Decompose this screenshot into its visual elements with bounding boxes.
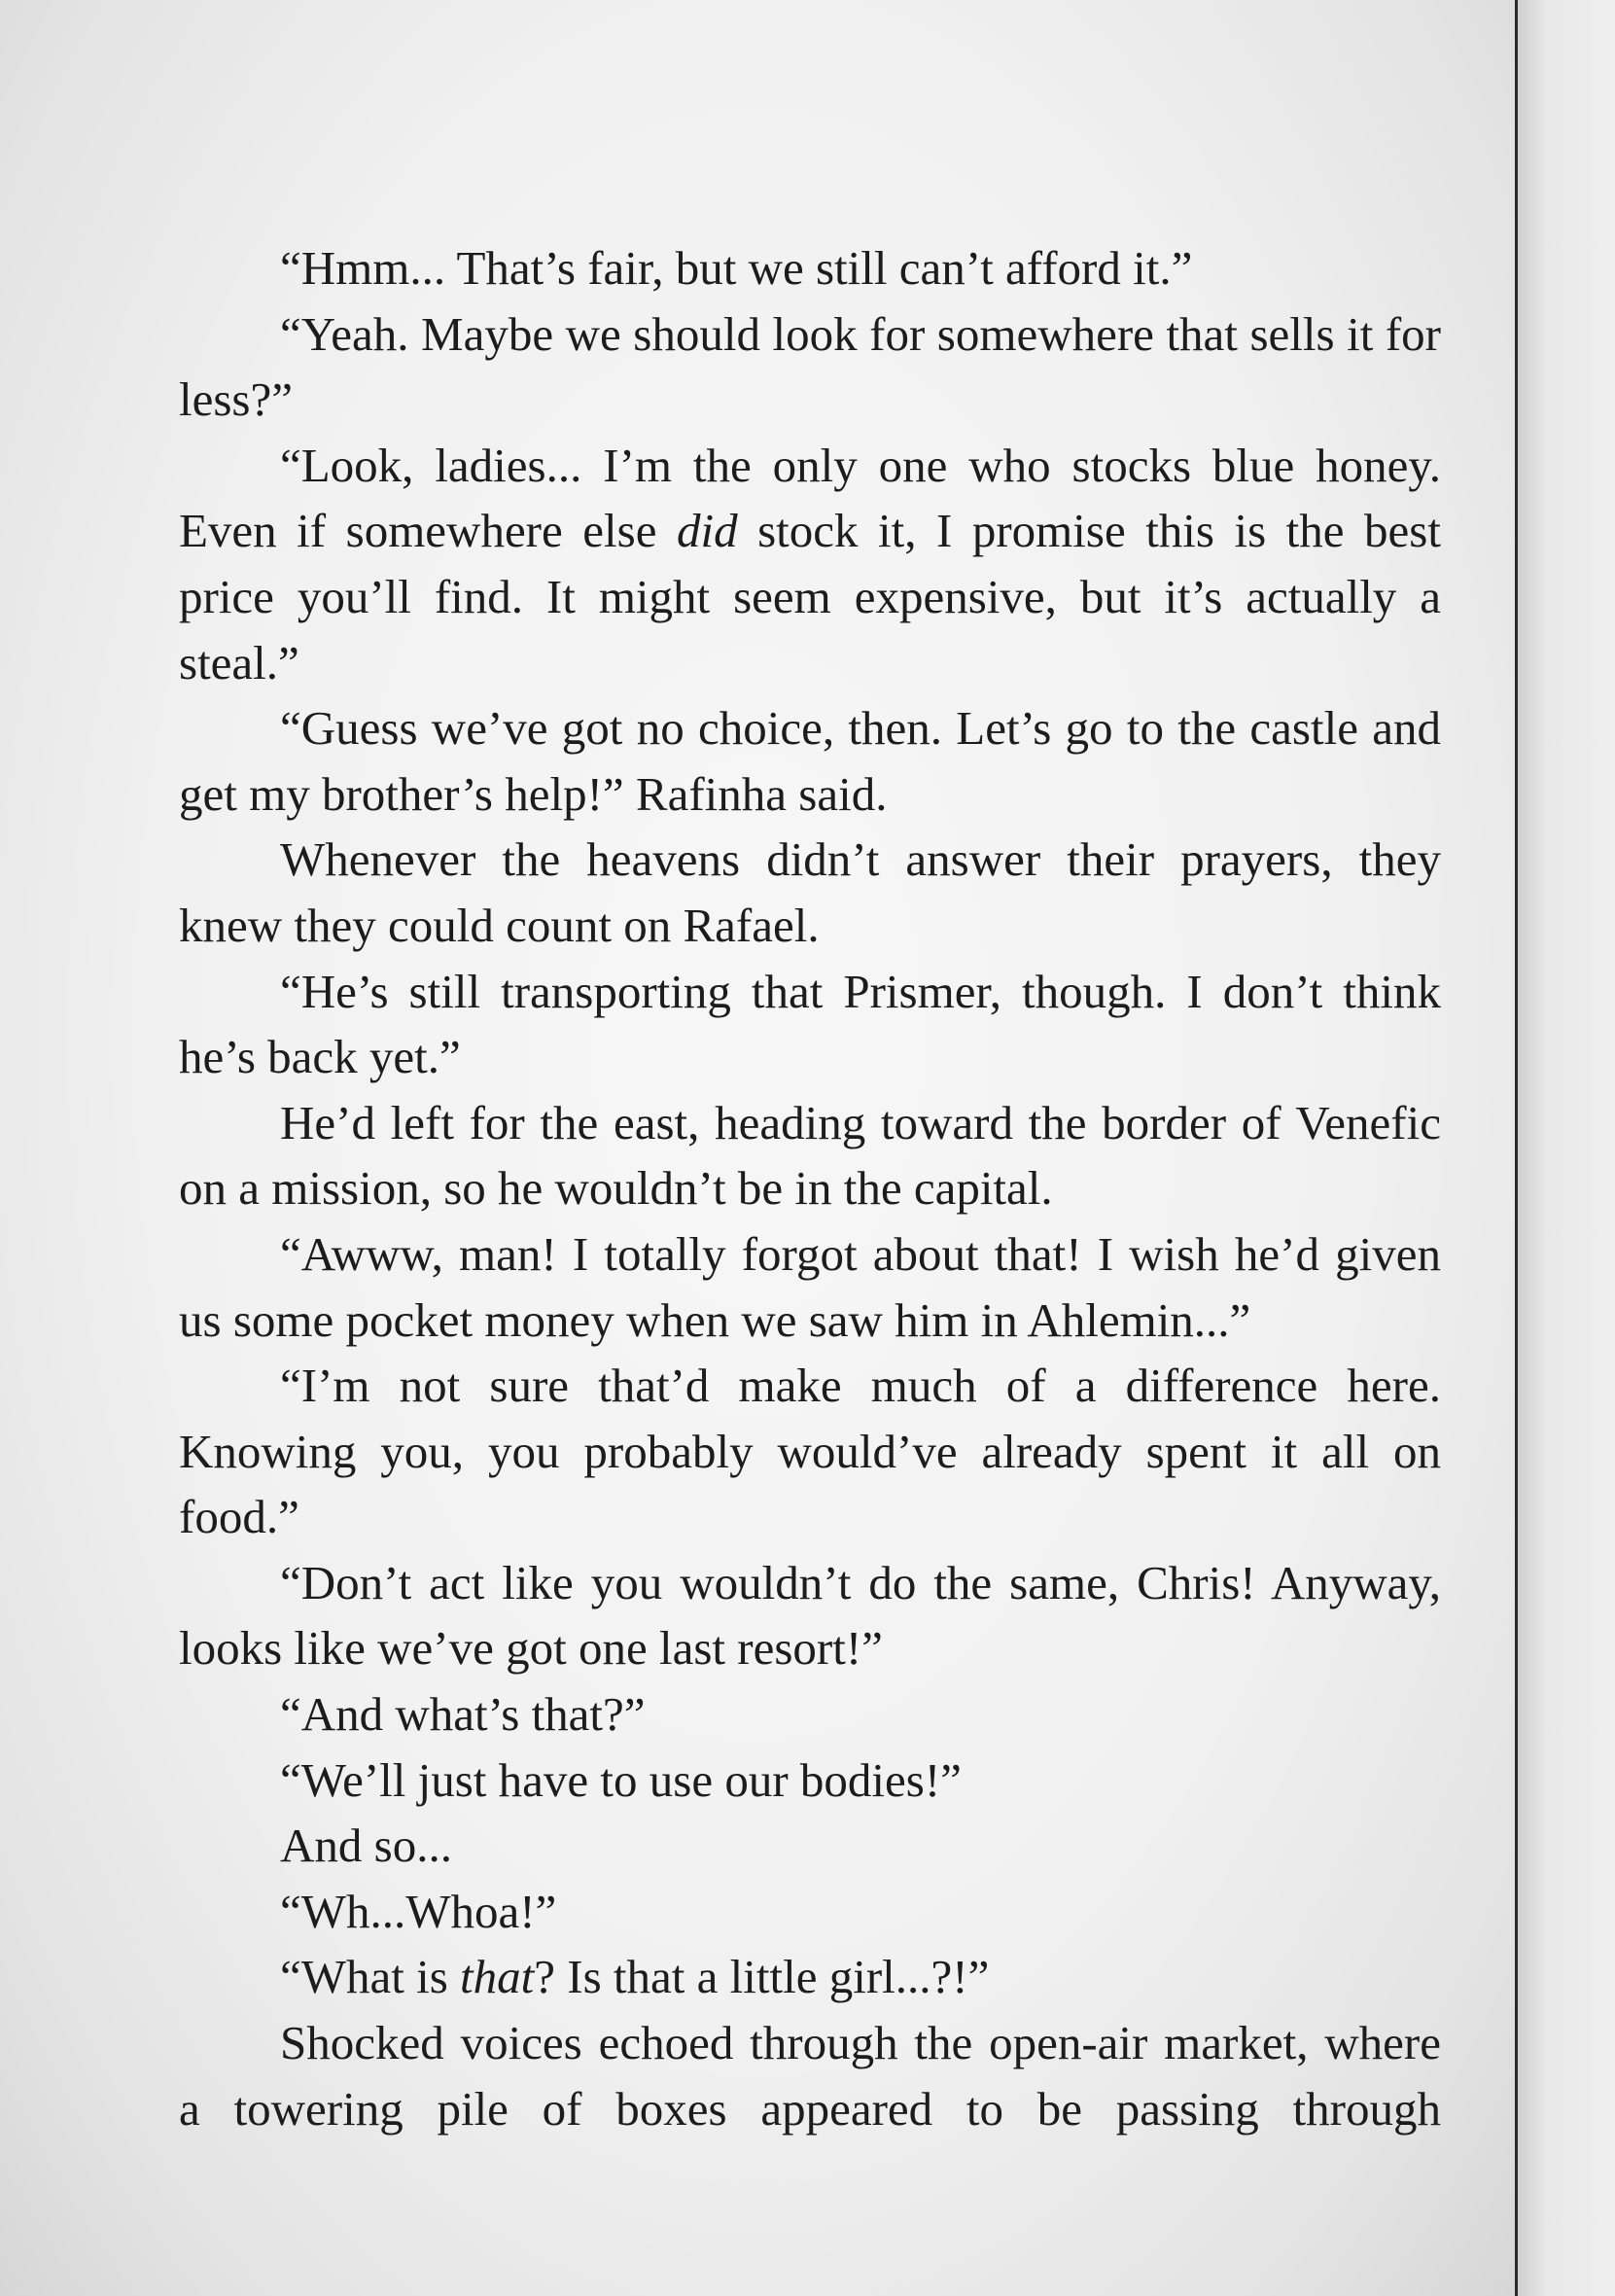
- paragraph: [179, 1944, 1441, 2010]
- paragraph: [179, 1879, 1441, 1945]
- emphasis-text: that: [460, 1950, 535, 2004]
- text-run: “Guess we’ve got no choice, then. Let’s go to the castle and get my brother’s help!” Rafinha said.: [179, 701, 1441, 821]
- text-run: “Awww, man! I totally forgot about that! I wish he’d given us some pocket money when we saw him in Ahlemin...”: [179, 1226, 1441, 1347]
- paragraph: [179, 1353, 1441, 1550]
- paragraph: [179, 433, 1441, 695]
- paragraph: [179, 695, 1441, 827]
- text-run: stock it, I promise this is the best price you’ll find. It might seem expensive, but it’s actually a steal.”: [179, 504, 1441, 689]
- paragraph: [179, 1550, 1441, 1681]
- emphasis-text: did: [676, 504, 738, 558]
- paragraph: [179, 827, 1441, 958]
- paragraph: [179, 1681, 1441, 1748]
- text-run: “Wh...Whoa!”: [280, 1884, 557, 1938]
- text-run: ? Is that a little girl...?!”: [534, 1950, 990, 2004]
- page-margin: [1518, 0, 1615, 2296]
- paragraph: [179, 959, 1441, 1090]
- text-run: “And what’s that?”: [280, 1687, 646, 1742]
- paragraph: [179, 1748, 1441, 1814]
- paragraph: [179, 2010, 1441, 2141]
- text-run: “Yeah. Maybe we should look for somewhere that sells it for less?”: [179, 306, 1441, 427]
- text-run: And so...: [280, 1819, 452, 1873]
- text-run: Whenever the heavens didn’t answer their prayers, they knew they could count on Rafael.: [179, 832, 1441, 952]
- paragraph: [179, 1813, 1441, 1879]
- text-run: Shocked voices echoed through the open-air market, where a towering pile of boxes appeared to be passing through: [179, 2016, 1441, 2136]
- text-run: “Don’t act like you wouldn’t do the same, Chris! Anyway, looks like we’ve got one last resort!”: [179, 1555, 1441, 1676]
- body-text: [179, 235, 1441, 2141]
- paragraph: [179, 301, 1441, 433]
- text-run: “What is: [280, 1950, 461, 2004]
- text-run: “He’s still transporting that Prismer, though. I don’t think he’s back yet.”: [179, 964, 1441, 1084]
- paragraph: [179, 235, 1441, 301]
- paragraph: [179, 1090, 1441, 1221]
- text-run: “Hmm... That’s fair, but we still can’t afford it.”: [280, 241, 1193, 295]
- text-run: “Look, ladies... I’m the only one who stocks blue honey. Even if somewhere else: [179, 438, 1441, 558]
- paragraph: [179, 1221, 1441, 1353]
- text-run: “We’ll just have to use our bodies!”: [280, 1752, 962, 1807]
- text-run: “I’m not sure that’d make much of a difference here. Knowing you, you probably would’ve already spent it all on food.”: [179, 1359, 1441, 1544]
- text-run: He’d left for the east, heading toward the border of Venefic on a mission, so he wouldn’t be in the capital.: [179, 1095, 1441, 1216]
